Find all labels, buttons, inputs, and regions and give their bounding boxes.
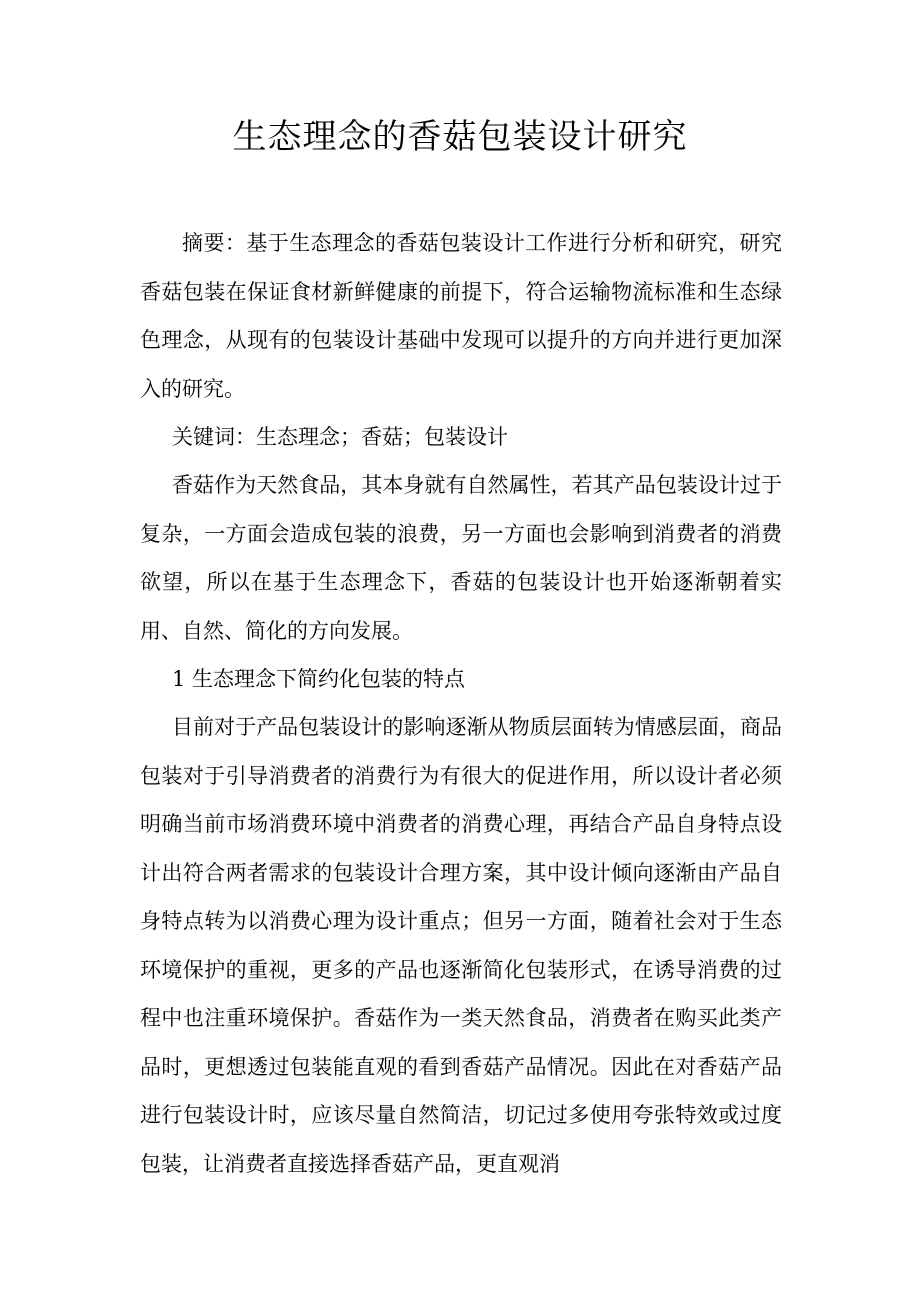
abstract-paragraph: 摘要：基于生态理念的香菇包装设计工作进行分析和研究，研究香菇包装在保证食材新鲜健康的前提下，符合运输物流标准和生态绿色理念，从现有的包装设计基础中发现可以提升的方向并进行更加深入的研究。 — [140, 231, 782, 401]
document-title: 生态理念的香菇包装设计研究 — [232, 117, 688, 157]
keywords-line: 关键词：生态理念；香菇；包装设计 — [172, 425, 508, 449]
intro-paragraph: 香菇作为天然食品，其本身就有自然属性，若其产品包装设计过于复杂，一方面会造成包装的浪费，另一方面也会影响到消费者的消费欲望，所以在基于生态理念下，香菇的包装设计也开始逐渐朝着实用、自然、简化的方向发展。 — [140, 473, 782, 643]
section-heading: 1 生态理念下简约化包装的特点 — [172, 667, 466, 691]
body-paragraph: 目前对于产品包装设计的影响逐渐从物质层面转为情感层面，商品包装对于引导消费者的消费行为有很大的促进作用，所以设计者必须明确当前市场消费环境中消费者的消费心理，再结合产品自身特点设计出符合两者需求的包装设计合理方案，其中设计倾向逐渐由产品自身特点转为以消费心理为设计重点；但另一方面，随着社会对于生态环境保护的重视，更多的产品也逐渐简化包装形式，在诱导消费的过程中也注重环境保护。香菇作为一类天然食品，消费者在购买此类产品时，更想透过包装能直观的看到香菇产品情况。因此在对香菇产品进行包装设计时，应该尽量自然简洁，切记过多使用夸张特效或过度包装，让消费者直接选择香菇产品，更直观消 — [140, 715, 782, 1176]
